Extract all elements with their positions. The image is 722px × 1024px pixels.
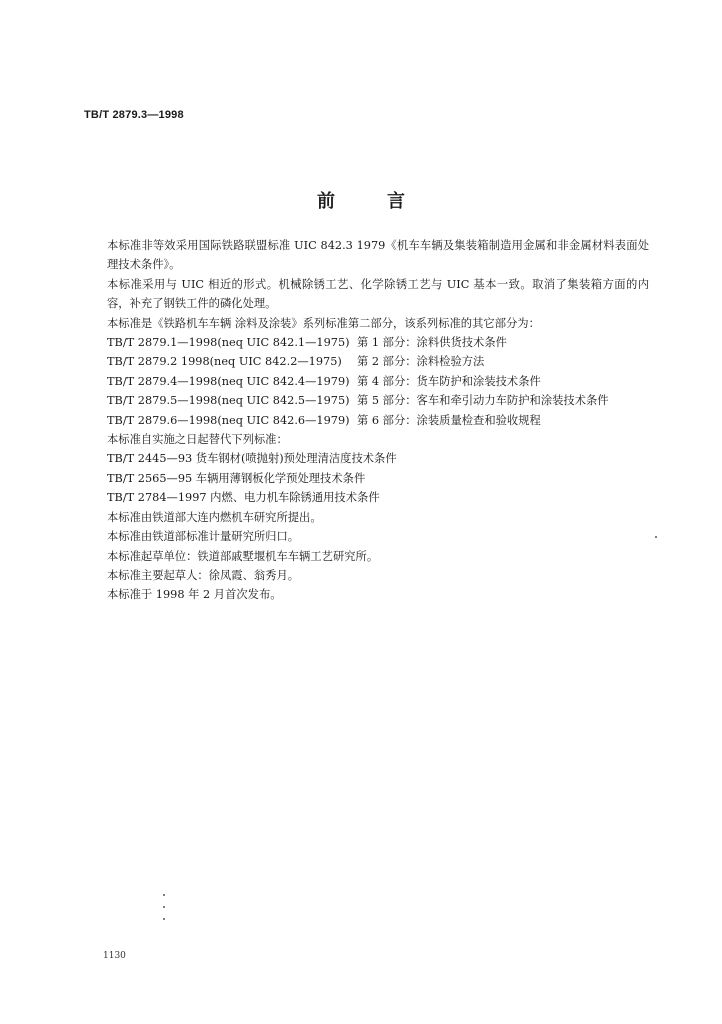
replaced-standard: TB/T 2565—95 车辆用薄钢板化学预处理技术条件 [107, 471, 366, 485]
part-label: 第 2 部分：涂料检验方法 [357, 355, 485, 369]
part-label: 第 4 部分：货车防护和涂装技术条件 [357, 374, 541, 388]
list-item [84, 411, 649, 430]
scan-speck [163, 906, 165, 908]
paragraph-proposed-by: 本标准由铁道部大连内燃机车研究所提出。 [107, 510, 322, 524]
scan-speck [163, 894, 165, 896]
foreword-body [84, 236, 649, 605]
paragraph-form: 本标准采用与 UIC 相近的形式。机械除锈工艺、化学除锈工艺与 UIC 基本一致。取消了集装箱方面的内容，补充了钢铁工件的磷化处理。 [107, 277, 649, 311]
scan-speck [655, 536, 657, 538]
part-code: TB/T 2879.2 1998(neq UIC 842.2—1975) [107, 355, 342, 369]
paragraph-managed-by: 本标准由铁道部标准计量研究所归口。 [107, 530, 300, 544]
part-label: 第 6 部分：涂装质量检查和验收规程 [357, 413, 541, 427]
part-code: TB/T 2879.1—1998(neq UIC 842.1—1975) [107, 336, 350, 350]
part-label: 第 5 部分：客车和牵引动力车防护和涂装技术条件 [357, 394, 609, 408]
part-code: TB/T 2879.4—1998(neq UIC 842.4—1979) [107, 374, 350, 388]
scan-speck [163, 918, 165, 920]
paragraph-series: 本标准是《铁路机车车辆 涂料及涂装》系列标准第二部分，该系列标准的其它部分为： [107, 316, 540, 330]
list-item [84, 333, 649, 352]
paragraph-drafters: 本标准主要起草人：徐凤霞、翁秀月。 [107, 568, 300, 582]
paragraph-issued: 本标准于 1998 年 2 月首次发布。 [107, 588, 282, 602]
title-char-1: 前 [317, 191, 335, 212]
list-item [84, 391, 649, 410]
list-item [84, 372, 649, 391]
standard-code-header: TB/T 2879.3—1998 [84, 109, 184, 121]
paragraph-replace-intro: 本标准自实施之日起替代下列标准： [107, 433, 288, 447]
list-item [84, 352, 649, 371]
part-code: TB/T 2879.5—1998(neq UIC 842.5—1975) [107, 394, 350, 408]
paragraph-drafting-unit: 本标准起草单位：铁道部戚墅堰机车车辆工艺研究所。 [107, 549, 379, 563]
paragraph-adoption: 本标准非等效采用国际铁路联盟标准 UIC 842.3 1979《机车车辆及集装箱制造用金属和非金属材料表面处理技术条件》。 [107, 239, 649, 272]
foreword-title [0, 187, 722, 213]
replaced-standard: TB/T 2784—1997 内燃、电力机车除锈通用技术条件 [107, 491, 380, 505]
page-number: 1130 [103, 951, 126, 961]
replaced-standard: TB/T 2445—93 货车钢材(喷抛射)预处理清洁度技术条件 [107, 452, 397, 466]
part-code: TB/T 2879.6—1998(neq UIC 842.6—1979) [107, 413, 350, 427]
title-char-2: 言 [387, 191, 405, 212]
part-label: 第 1 部分：涂料供货技术条件 [357, 336, 507, 350]
